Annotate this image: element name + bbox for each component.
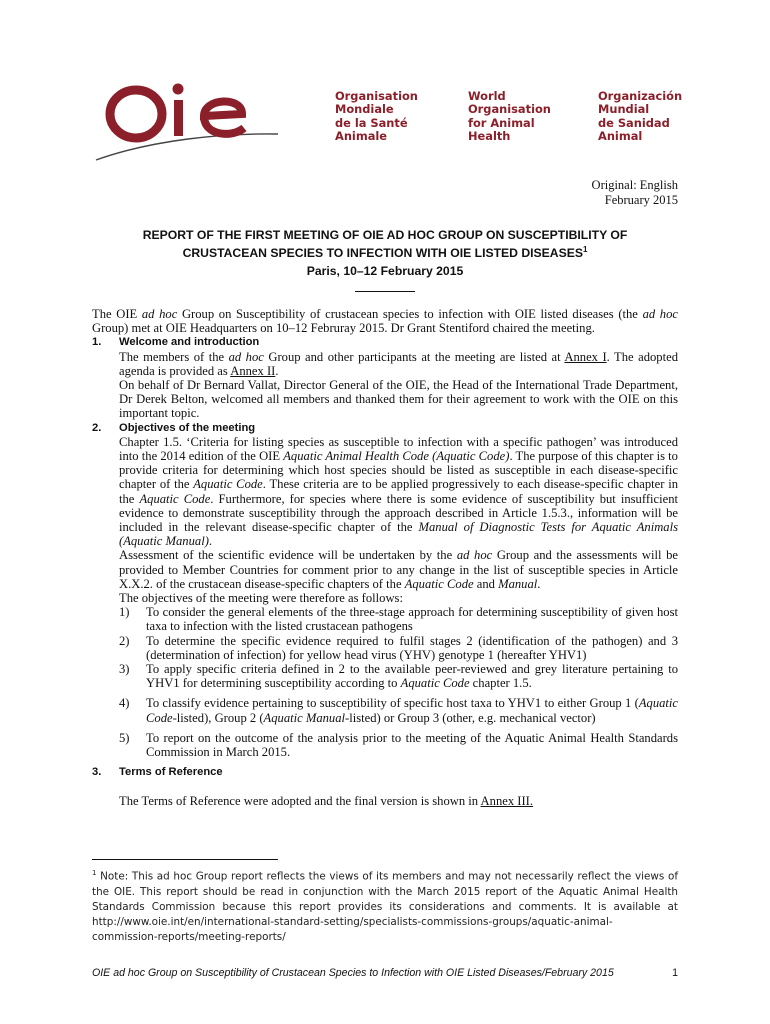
- spacer: [92, 780, 678, 794]
- org-fr-line: de la Santé: [335, 115, 408, 130]
- item-number: 3): [119, 662, 130, 677]
- section-2-heading: [92, 421, 678, 435]
- footnote-mark: 1: [92, 869, 97, 877]
- text: Assessment of the scientific evidence will be undertaken by the: [119, 548, 457, 563]
- objective-item: [92, 634, 678, 662]
- text: Aquatic Code: [146, 696, 678, 725]
- annex-iii-link[interactable]: Annex III.: [480, 793, 534, 808]
- text: Group on Susceptibility of crustacean species to infection with OIE listed diseases (the: [177, 307, 643, 321]
- item-number: 2): [119, 633, 130, 648]
- section-title: Terms of Reference: [119, 766, 223, 779]
- text: The Terms of Reference were adopted and the final version is shown in: [119, 793, 481, 808]
- text: . The adopted agenda is provided as: [119, 349, 678, 378]
- text: Aquatic Manual: [263, 710, 346, 725]
- org-es-line: Animal: [598, 129, 643, 144]
- text: The members of the: [119, 349, 229, 364]
- item-text: To consider the general elements of the three-stage approach for determining susceptibility of given host taxa to infection with the listed crustacean pathogens: [146, 605, 678, 634]
- objective-item: [92, 605, 678, 633]
- text: ad hoc: [642, 307, 678, 321]
- text: .: [208, 534, 213, 549]
- item-text: [146, 696, 678, 724]
- org-name-es: [598, 90, 682, 144]
- section-1-heading: [92, 335, 678, 349]
- org-es-line: Organización: [598, 89, 683, 103]
- document-meta: [592, 178, 678, 208]
- text: To classify evidence pertaining to susceptibility of specific host taxa to YHV1 to either Group 1 (: [146, 696, 639, 711]
- text: Group and other participants at the meeting are listed at: [263, 349, 565, 364]
- item-text: To report on the outcome of the analysis prior to the meeting of the Aquatic Animal Health Standards Commission in March 2015.: [146, 730, 678, 760]
- text: . Furthermore, for species where there is some evidence of susceptibility but insufficient evidence to demonstrate susceptibility through the approach described in Article 1.5.3., information will be included in the relevant disease-specific chapter of the: [119, 491, 678, 535]
- section-2-para-2: [92, 548, 678, 591]
- org-en-line: World: [468, 89, 506, 103]
- section-1-para-2: On behalf of Dr Bernard Vallat, Director General of the OIE, the Head of the International Trade Department, Dr Derek Belton, welcomed all members and thanked them for their agreement to work with the OIE on this important topic.: [119, 378, 678, 421]
- org-en-line: Organisation: [468, 102, 551, 117]
- item-number: 5): [119, 730, 130, 745]
- text: -listed), Group 2 (: [172, 710, 264, 725]
- org-fr-line: Animale: [335, 129, 388, 144]
- section-2-para-1: [92, 435, 678, 549]
- text: To apply specific criteria defined in 2 to the available peer-reviewed and grey literature pertaining to YHV1 for determining susceptibility according to: [146, 662, 678, 691]
- page-number: 1: [672, 967, 678, 979]
- org-en-line: for Animal: [468, 115, 535, 130]
- text: Chapter 1.5. ‘Criteria for listing species as susceptible to infection with a specific pathogen’ was introduced into the 2014 edition of the OIE: [119, 434, 678, 464]
- objective-item: [92, 731, 678, 759]
- section-3-heading: [92, 765, 678, 779]
- item-text: To determine the specific evidence required to fulfil stages 2 (identification of the pathogen) and 3 (determination of infection) for yellow head virus (YHV) genotype 1 (hereafter YHV1): [146, 633, 678, 662]
- logo-text: OiE: [92, 78, 94, 79]
- org-name-fr: [335, 90, 418, 144]
- report-body: [92, 307, 678, 808]
- item-number: 1): [119, 605, 130, 620]
- document-date: February 2015: [604, 192, 678, 207]
- footnote-divider: [92, 859, 278, 860]
- section-1-para-1: [92, 350, 678, 378]
- text: The OIE: [92, 307, 142, 321]
- text: Aquatic Code: [400, 676, 470, 691]
- objective-item: [92, 696, 678, 724]
- title-divider: [355, 291, 415, 292]
- meeting-place-date: Paris, 10–12 February 2015: [306, 264, 464, 278]
- title-line-2: [92, 243, 678, 261]
- section-title: Welcome and introduction: [119, 336, 260, 349]
- text: Aquatic Code: [139, 491, 211, 506]
- annex-i-link[interactable]: Annex I: [564, 349, 607, 364]
- text: ad hoc: [456, 548, 493, 563]
- text: -listed) or Group 3 (other, e.g. mechanical vector): [345, 710, 596, 725]
- text: ad hoc: [228, 349, 264, 364]
- section-number: 3.: [92, 766, 102, 779]
- text: and: [473, 576, 499, 591]
- title-line-1: REPORT OF THE FIRST MEETING OF OIE AD HOC GROUP ON SUSCEPTIBILITY OF: [142, 228, 628, 242]
- section-title: Objectives of the meeting: [119, 421, 256, 434]
- org-name-en: [468, 90, 551, 144]
- text: .: [275, 363, 279, 378]
- title-line-2-text: CRUSTACEAN SPECIES TO INFECTION WITH OIE LISTED DISEASES: [182, 245, 583, 260]
- text: Aquatic Code: [193, 477, 263, 492]
- annex-ii-link[interactable]: Annex II: [230, 363, 276, 378]
- text: . These criteria are to be applied progressively to each disease-specific chapter in the: [119, 477, 678, 506]
- org-en-line: Health: [468, 129, 511, 144]
- intro-paragraph: [92, 307, 678, 335]
- org-fr-line: Mondiale: [335, 102, 394, 117]
- text: Aquatic Code: [404, 576, 474, 591]
- oie-logo: [92, 78, 282, 164]
- text: Group) met at OIE Headquarters on 10–12 Februray 2015. Dr Grant Stentiford chaired the meeting.: [92, 321, 595, 336]
- report-title: [92, 228, 678, 260]
- item-text: [146, 662, 678, 690]
- section-number: 1.: [92, 336, 102, 349]
- section-number: 2.: [92, 421, 102, 434]
- page-footer: OIE ad hoc Group on Susceptibility of Crustacean Species to Infection with OIE Listed Diseases/February 2015: [92, 967, 614, 979]
- text: Manual: [498, 576, 538, 591]
- section-3-para-1: [92, 794, 678, 808]
- section-2-para-3: The objectives of the meeting were therefore as follows:: [119, 591, 403, 606]
- footnote-text: Note: This ad hoc Group report reflects the views of its members and may not necessarily reflect the views of the OIE. This report should be read in conjunction with the March 2015 report of the Aquatic Animal Health Standards Commission because this report provides its considerations and comments. It is available at http://www.oie.int/en/international-standard-setting/specialists-commissions-groups/aquatic-animal-commission-reports/meeting-reports/: [92, 870, 678, 944]
- original-language: Original: English: [591, 178, 678, 192]
- text: . The purpose of this chapter is to provide criteria for determining which host species should be listed as susceptible in each disease-specific chapter of the: [119, 449, 678, 492]
- text: ad hoc: [141, 307, 178, 321]
- footnote: [92, 866, 678, 945]
- text: Aquatic Animal Health Code (Aquatic Code): [283, 449, 510, 464]
- org-fr-line: Organisation: [335, 89, 418, 103]
- text: chapter 1.5.: [469, 676, 532, 691]
- org-es-line: de Sanidad: [598, 115, 670, 130]
- text: Manual of Diagnostic Tests for Aquatic Animals (Aquatic Manual): [119, 520, 678, 549]
- footnote-ref[interactable]: 1: [582, 244, 588, 254]
- objective-item: [92, 662, 678, 690]
- text: .: [537, 576, 541, 591]
- text: Group and the assessments will be provided to Member Countries for comment prior to any change in the list of susceptible species in Article X.X.2. of the crustacean disease-specific chapters of the: [119, 548, 679, 591]
- org-es-line: Mundial: [598, 102, 650, 117]
- item-number: 4): [119, 696, 130, 711]
